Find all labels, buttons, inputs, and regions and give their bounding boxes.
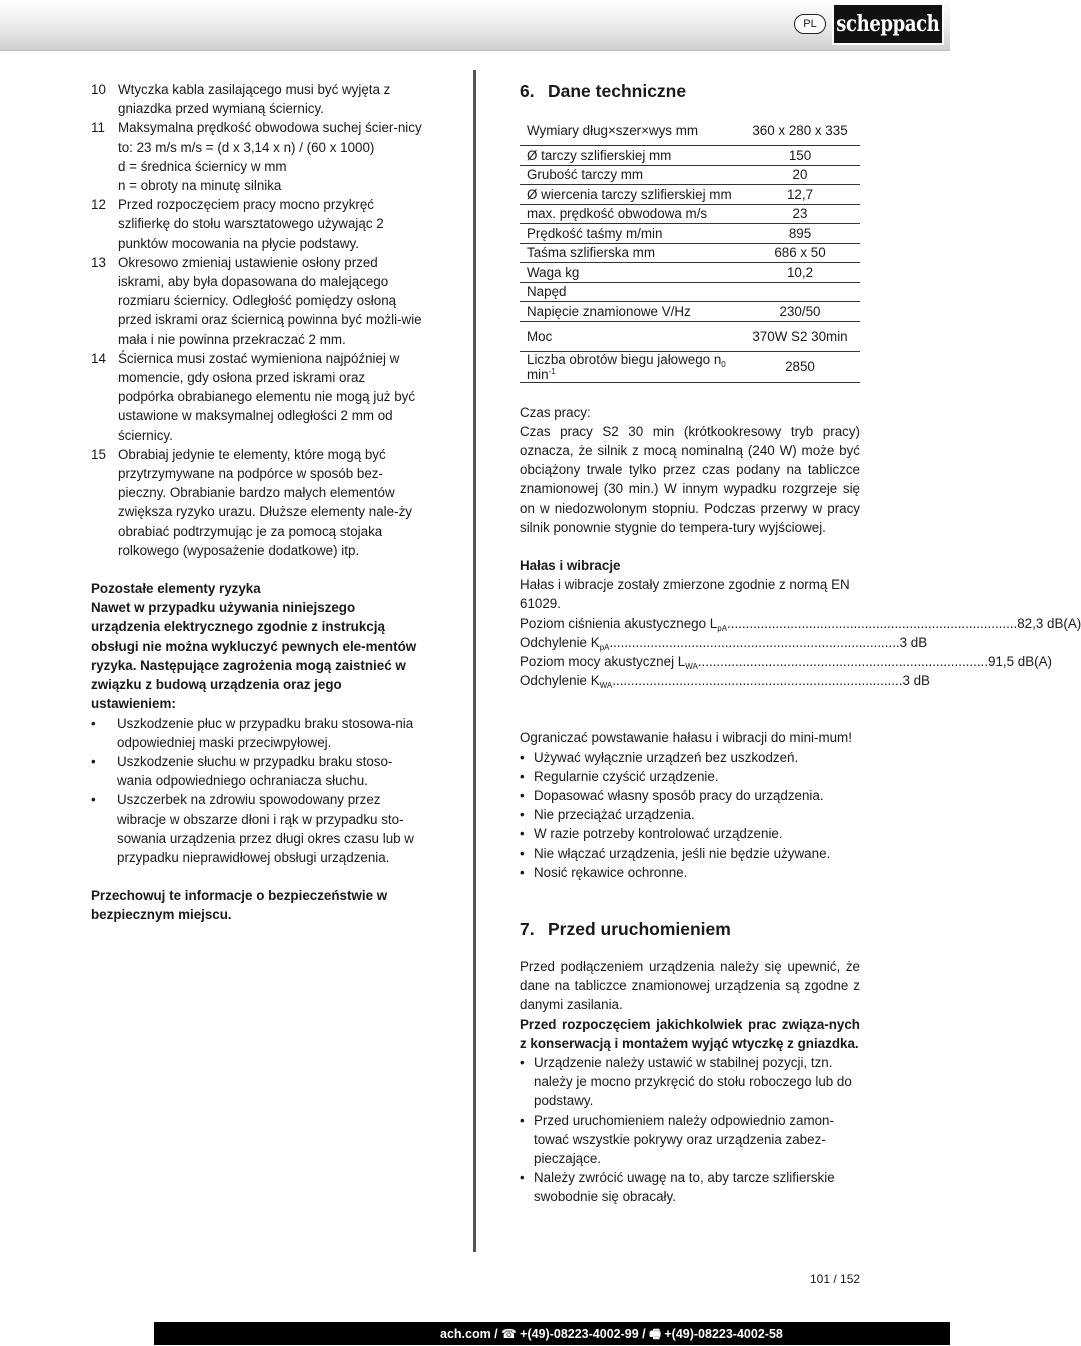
spec-label: Ø wiercenia tarczy szlifierskiej mm [520, 185, 740, 205]
table-row [520, 165, 860, 185]
brand-logo-text: scheppach [836, 11, 940, 37]
risk-title: Pozostałe elementy ryzyka [91, 581, 261, 597]
item-text: Przed rozpoczęciem pracy mocno przykręć szlifierkę do stołu warsztatowego używając 2 punktów mocowania na płycie podstawy. [118, 197, 384, 251]
item-number: 12 [91, 197, 106, 213]
item-text: Okresowo zmieniaj ustawienie osłony przed iskrami, aby była dopasowana do malejącego rozmiaru ściernicy. Odległość pomiędzy osłoną przed iskrami oraz ściernicą powinna być możli-wie mała i nie powinna przekraczać 2 mm. [118, 254, 422, 347]
spec-label: Napęd [520, 282, 740, 302]
table-row [520, 224, 860, 244]
keep-note: Przechowuj te informacje o bezpieczeństwie w bezpiecznym miejscu. [91, 888, 388, 923]
item-text: Wtyczka kabla zasilającego musi być wyjęta z gniazdka przed wymianą ściernicy. [118, 82, 391, 117]
table-row [520, 282, 860, 302]
table-row [520, 351, 860, 382]
spec-label: Liczba obrotów biegu jałowego $n_0$ $\min^{-1}$ [520, 351, 740, 382]
duty-text: Czas pracy S2 30 min (krótkookresowy tryb pracy) oznacza, że silnik z mocą nominalną (240 W) może być obciążony trwale tylko przez czas podany na tabliczce znamionowej (30 min.) W innym wypadku rozgrzeje się on w niedozwolonym stopniu. Podczas przerwy w pracy silnik ponownie stygnie do tempera-tury wyjściowej. [520, 423, 860, 535]
list-item: • Nosić rękawice ochronne. [520, 863, 860, 882]
list-item: • Nie przeciążać urządzenia. [520, 805, 860, 824]
item-number: 13 [91, 254, 106, 270]
page-footer [0, 1322, 950, 1345]
list-item: • Urządzenie należy ustawić w stabilnej pozycji, tzn. należy je mocno przykręcić do stołu roboczego lub do podstawy. [520, 1053, 860, 1111]
spec-label: Ø tarczy szlifierskiej mm [520, 146, 740, 166]
item-number: 15 [91, 446, 106, 462]
left-column [91, 80, 423, 925]
item-text: Ściernica musi zostać wymieniona najpóźniej w momencie, gdy osłona przed iskrami oraz podpórka obrabianego elementu nie mogą już być ustawione w maksymalnej odległości 2 mm od ściernicy. [118, 350, 416, 443]
noise-row: Poziom mocy akustycznej $L_{WA}$ .............................................................................. 91,5 dB(A) [520, 653, 1053, 671]
list-item: • Uszkodzenie płuc w przypadku braku stosowa-nia odpowiedniej maski przeciwpyłowej. [91, 714, 423, 752]
spec-label: Grubość tarczy mm [520, 165, 740, 185]
list-item: • Uszczerbek na zdrowiu spowodowany przez wibracje w obszarze dłoni i rąk w przypadku sto-sowania urządzenia przez długi okres czasu lub w przypadku nieprawidłowej obsługi urządzenia. [91, 790, 423, 867]
list-item [91, 80, 423, 118]
spec-value: 23 [740, 204, 860, 224]
column-divider [473, 70, 476, 1252]
list-item: • Dopasować własny sposób pracy do urządzenia. [520, 786, 860, 805]
section-title: Przed uruchomieniem [548, 918, 731, 939]
list-item: • W razie potrzeby kontrolować urządzenie. [520, 824, 860, 843]
sec7-text: Przed podłączeniem urządzenia należy się upewnić, że dane na tabliczce znamionowej urządzenia są zgodne z danymi zasilania. [520, 958, 860, 1013]
list-item [91, 349, 423, 445]
spec-label: Wymiary dług×szer×wys mm [520, 116, 740, 146]
spec-label: max. prędkość obwodowa m/s [520, 204, 740, 224]
list-item [91, 118, 423, 195]
spec-label: Moc [520, 321, 740, 351]
list-item: • Używać wyłącznie urządzeń bez uszkodzeń. [520, 748, 860, 767]
spec-value: 10,2 [740, 263, 860, 283]
spec-table [520, 116, 860, 383]
spec-label: Waga kg [520, 263, 740, 283]
brand-logo [832, 3, 944, 45]
list-item: • Należy zwrócić uwagę na to, aby tarcze szlifierskie swobodnie się obracały. [520, 1168, 860, 1206]
noise-row: Odchylenie $K_{WA}$ .............................................................................. 3 dB [520, 673, 930, 691]
right-column [520, 80, 1081, 1207]
noise-title: Hałas i wibracje [520, 557, 621, 573]
spec-value: 150 [740, 146, 860, 166]
spec-value [740, 282, 860, 302]
list-item: • Przed uruchomieniem należy odpowiednio zamon-tować wszystkie pokrywy oraz urządzenia zabez-pieczające. [520, 1111, 860, 1169]
spec-label: Napięcie znamionowe V/Hz [520, 302, 740, 322]
table-row [520, 321, 860, 351]
table-row [520, 263, 860, 283]
spec-label: Prędkość taśmy m/min [520, 224, 740, 244]
noise-row: Poziom ciśnienia akustycznego $L_{pA}$ .............................................................................. 82,3 dB(A) [520, 615, 1081, 633]
section-title: Dane techniczne [548, 81, 687, 101]
section-7-heading [520, 918, 860, 940]
list-item: • Uszkodzenie słuchu w przypadku braku stoso-wania odpowiedniego ochraniacza słuchu. [91, 752, 423, 790]
spec-value: 370W S2 30min [740, 321, 860, 351]
item-text: Maksymalna prędkość obwodowa suchej ścier-nicy to: 23 m/s m/s = (d x 3,14 x n) / (60 x 1000) [118, 120, 422, 155]
spec-value: 895 [740, 224, 860, 244]
spec-value: 12,7 [740, 185, 860, 205]
table-row [520, 302, 860, 322]
numbered-instructions [91, 80, 423, 560]
list-item: • Regularnie czyścić urządzenie. [520, 767, 860, 786]
table-row [520, 185, 860, 205]
spec-value: 360 x 280 x 335 [740, 116, 860, 146]
item-number: 11 [91, 120, 105, 136]
page-header [0, 0, 950, 51]
limit-list [520, 748, 860, 882]
noise-row: Odchylenie $K_{pA}$ .............................................................................. 3 dB [520, 634, 928, 652]
noise-text: Hałas i wibracje zostały zmierzone zgodnie z normą EN 61029. [520, 577, 850, 612]
section-number: 7. [520, 918, 535, 939]
list-item [91, 195, 423, 253]
spec-value: 686 x 50 [740, 243, 860, 263]
sec7-list [520, 1053, 860, 1207]
spec-value: 2850 [740, 351, 860, 382]
item-number: 10 [91, 82, 106, 97]
item-text: n = obroty na minutę silnika [118, 178, 282, 194]
spec-value: 230/50 [740, 302, 860, 322]
spec-value: 20 [740, 165, 860, 185]
noise-values [520, 614, 1081, 691]
table-row [520, 116, 860, 146]
duty-title: Czas pracy: [520, 404, 591, 420]
spec-label: Taśma szlifierska mm [520, 243, 740, 263]
list-item: • Nie włączać urządzenia, jeśli nie będzie używane. [520, 844, 860, 863]
table-row [520, 243, 860, 263]
section-6-heading [520, 80, 860, 102]
table-row [520, 204, 860, 224]
item-number: 14 [91, 350, 106, 366]
page-number: 101 / 152 [810, 1272, 861, 1286]
item-text: d = średnica ściernicy w mm [118, 158, 287, 174]
list-item [91, 253, 423, 349]
sec7-warning: Przed rozpoczęciem jakichkolwiek prac związa-nych z konserwacją i montażem wyjąć wtyczkę z gniazdka. [520, 1016, 860, 1051]
language-badge: PL [794, 14, 826, 34]
footer-contact: ach.com / ☎ +(49)-08223-4002-99 / 🖷 +(49)-08223-4002-58 [440, 1327, 783, 1341]
list-item [91, 445, 423, 560]
risk-intro: Nawet w przypadku używania niniejszego urządzenia elektrycznego zgodnie z instrukcją obsługi nie można wykluczyć pewnych ele-mentów ryzyka. Następujące zagrożenia mogą zaistnieć w związku z budową urządzenia oraz jego ustawieniem: [91, 600, 417, 712]
section-number: 6. [520, 81, 535, 101]
table-row [520, 146, 860, 166]
limit-intro: Ograniczać powstawanie hałasu i wibracji do mini-mum! [520, 730, 852, 746]
risk-list [91, 714, 423, 868]
item-text: Obrabiaj jedynie te elementy, które mogą być przytrzymywane na podpórce w sposób bez-pieczny. Obrabianie bardzo małych elementów zwiększa ryzyko urazu. Dłuższe elementy nale-ży obrabiać podtrzymując je za pomocą stojaka rolkowego (wyposażenie dodatkowe) itp. [118, 446, 412, 558]
